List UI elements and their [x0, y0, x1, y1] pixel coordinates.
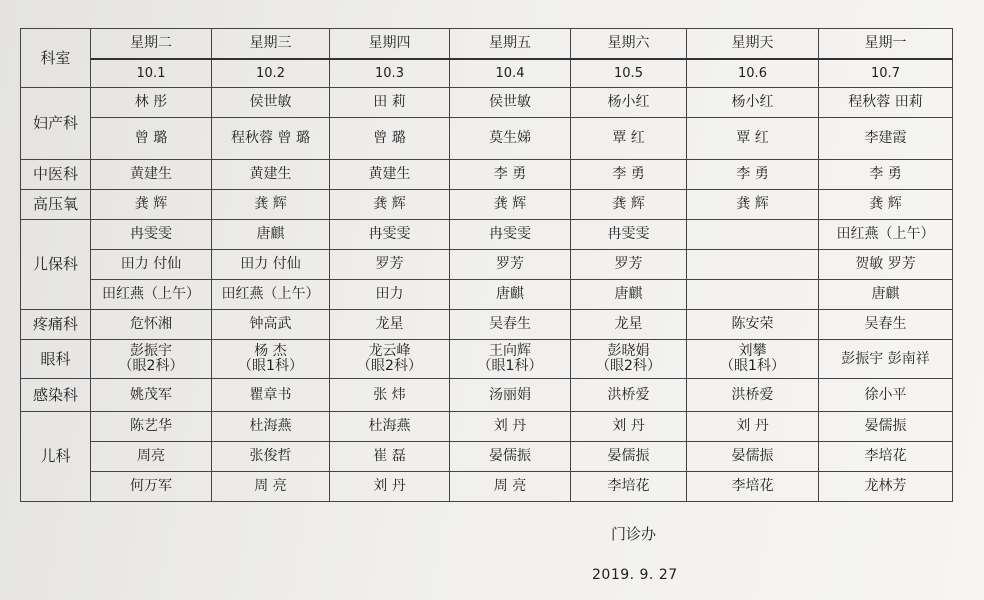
department-name: 妇产科	[21, 88, 91, 160]
department-name: 儿保科	[21, 220, 91, 310]
duty-cell: 杜海燕	[330, 412, 450, 442]
duty-row	[21, 88, 953, 118]
duty-cell: 瞿章书	[212, 379, 330, 412]
duty-row	[21, 190, 953, 220]
duty-cell: 徐小平	[819, 379, 953, 412]
duty-cell: 冉雯雯	[450, 220, 571, 250]
duty-row	[21, 472, 953, 502]
date-cell: 10.4	[450, 59, 571, 88]
duty-cell: 李培花	[687, 472, 819, 502]
duty-cell: 李 勇	[571, 160, 687, 190]
duty-cell: 曾 璐	[91, 118, 212, 160]
date-cell: 10.7	[819, 59, 953, 88]
weekday-cell: 星期天	[687, 29, 819, 60]
duty-cell: 田 莉	[330, 88, 450, 118]
duty-cell: 姚茂军	[91, 379, 212, 412]
duty-cell: 侯世敏	[450, 88, 571, 118]
department-name: 中医科	[21, 160, 91, 190]
duty-cell: 田红燕（上午）	[91, 280, 212, 310]
dept-header-cell: 科室	[21, 29, 91, 88]
duty-cell: 王向辉 （眼1科）	[450, 340, 571, 379]
duty-cell: 杨 杰 （眼1科）	[212, 340, 330, 379]
duty-cell: 刘 丹	[571, 412, 687, 442]
duty-cell: 李 勇	[819, 160, 953, 190]
duty-cell: 唐麒	[450, 280, 571, 310]
duty-row	[21, 379, 953, 412]
duty-cell: 杜海燕	[212, 412, 330, 442]
duty-cell	[687, 250, 819, 280]
duty-cell: 刘攀 （眼1科）	[687, 340, 819, 379]
duty-cell: 莫生娣	[450, 118, 571, 160]
weekday-row	[21, 29, 953, 60]
duty-cell: 龚 辉	[571, 190, 687, 220]
date-cell: 10.2	[212, 59, 330, 88]
duty-cell: 田红燕（上午）	[819, 220, 953, 250]
duty-cell: 田力 付仙	[91, 250, 212, 280]
department-name: 眼科	[21, 340, 91, 379]
duty-cell: 覃 红	[687, 118, 819, 160]
weekday-cell: 星期一	[819, 29, 953, 60]
duty-row	[21, 412, 953, 442]
duty-cell: 侯世敏	[212, 88, 330, 118]
duty-cell: 刘 丹	[330, 472, 450, 502]
duty-cell: 周 亮	[450, 472, 571, 502]
duty-cell: 晏儒振	[687, 442, 819, 472]
duty-cell: 唐麒	[571, 280, 687, 310]
duty-cell: 罗芳	[330, 250, 450, 280]
duty-cell: 危怀湘	[91, 310, 212, 340]
duty-cell: 龙星	[571, 310, 687, 340]
duty-cell: 李建霞	[819, 118, 953, 160]
duty-cell: 彭振宇 彭南祥	[819, 340, 953, 379]
duty-cell: 彭振宇 （眼2科）	[91, 340, 212, 379]
duty-cell: 洪桥爱	[687, 379, 819, 412]
duty-row	[21, 442, 953, 472]
duty-cell: 龚 辉	[212, 190, 330, 220]
duty-cell: 贺敏 罗芳	[819, 250, 953, 280]
duty-row	[21, 310, 953, 340]
duty-cell: 李培花	[571, 472, 687, 502]
duty-row	[21, 160, 953, 190]
duty-cell: 唐麒	[212, 220, 330, 250]
duty-cell: 周亮	[91, 442, 212, 472]
duty-cell: 罗芳	[450, 250, 571, 280]
department-name: 儿科	[21, 412, 91, 502]
duty-cell: 田力	[330, 280, 450, 310]
duty-cell: 晏儒振	[819, 412, 953, 442]
date-cell: 10.6	[687, 59, 819, 88]
date-cell: 10.1	[91, 59, 212, 88]
date-cell: 10.5	[571, 59, 687, 88]
weekday-cell: 星期四	[330, 29, 450, 60]
duty-cell: 黄建生	[91, 160, 212, 190]
weekday-cell: 星期五	[450, 29, 571, 60]
duty-cell: 彭晓娟 （眼2科）	[571, 340, 687, 379]
duty-cell: 李 勇	[450, 160, 571, 190]
duty-cell: 杨小红	[687, 88, 819, 118]
weekday-cell: 星期三	[212, 29, 330, 60]
duty-cell: 程秋蓉 田莉	[819, 88, 953, 118]
duty-cell: 龚 辉	[450, 190, 571, 220]
duty-cell: 吴春生	[450, 310, 571, 340]
duty-cell: 崔 磊	[330, 442, 450, 472]
department-name: 高压氧	[21, 190, 91, 220]
duty-cell: 田红燕（上午）	[212, 280, 330, 310]
duty-cell: 周 亮	[212, 472, 330, 502]
weekday-cell: 星期六	[571, 29, 687, 60]
duty-cell: 洪桥爱	[571, 379, 687, 412]
duty-cell: 何万军	[91, 472, 212, 502]
duty-roster-table	[20, 28, 953, 502]
duty-cell: 罗芳	[571, 250, 687, 280]
duty-cell: 黄建生	[330, 160, 450, 190]
duty-cell: 陈艺华	[91, 412, 212, 442]
duty-cell: 覃 红	[571, 118, 687, 160]
duty-cell: 龚 辉	[687, 190, 819, 220]
duty-cell: 钟高武	[212, 310, 330, 340]
duty-row	[21, 118, 953, 160]
duty-cell: 龙云峰 （眼2科）	[330, 340, 450, 379]
duty-cell: 李培花	[819, 442, 953, 472]
department-name: 感染科	[21, 379, 91, 412]
duty-cell: 龙林芳	[819, 472, 953, 502]
issue-date: 2019. 9. 27	[592, 567, 678, 583]
duty-row	[21, 280, 953, 310]
duty-cell: 晏儒振	[450, 442, 571, 472]
duty-cell: 张俊哲	[212, 442, 330, 472]
duty-row	[21, 250, 953, 280]
duty-row	[21, 340, 953, 379]
duty-cell: 龚 辉	[819, 190, 953, 220]
duty-cell: 程秋蓉 曾 璐	[212, 118, 330, 160]
issuing-office: 门诊办	[611, 525, 657, 543]
duty-cell: 唐麒	[819, 280, 953, 310]
date-row	[21, 59, 953, 88]
duty-row	[21, 220, 953, 250]
duty-cell	[687, 280, 819, 310]
duty-roster-sheet	[20, 28, 953, 502]
duty-cell: 张 炜	[330, 379, 450, 412]
duty-cell: 田力 付仙	[212, 250, 330, 280]
date-cell: 10.3	[330, 59, 450, 88]
duty-cell: 李 勇	[687, 160, 819, 190]
duty-cell: 杨小红	[571, 88, 687, 118]
weekday-cell: 星期二	[91, 29, 212, 60]
duty-cell: 陈安荣	[687, 310, 819, 340]
duty-cell: 林 彤	[91, 88, 212, 118]
duty-cell: 冉雯雯	[330, 220, 450, 250]
duty-cell: 黄建生	[212, 160, 330, 190]
duty-cell: 冉雯雯	[91, 220, 212, 250]
duty-cell: 龚 辉	[330, 190, 450, 220]
duty-cell	[687, 220, 819, 250]
duty-cell: 刘 丹	[450, 412, 571, 442]
duty-cell: 冉雯雯	[571, 220, 687, 250]
duty-cell: 龚 辉	[91, 190, 212, 220]
duty-cell: 曾 璐	[330, 118, 450, 160]
duty-cell: 刘 丹	[687, 412, 819, 442]
duty-cell: 龙星	[330, 310, 450, 340]
duty-cell: 汤丽娟	[450, 379, 571, 412]
duty-cell: 吴春生	[819, 310, 953, 340]
department-name: 疼痛科	[21, 310, 91, 340]
duty-cell: 晏儒振	[571, 442, 687, 472]
